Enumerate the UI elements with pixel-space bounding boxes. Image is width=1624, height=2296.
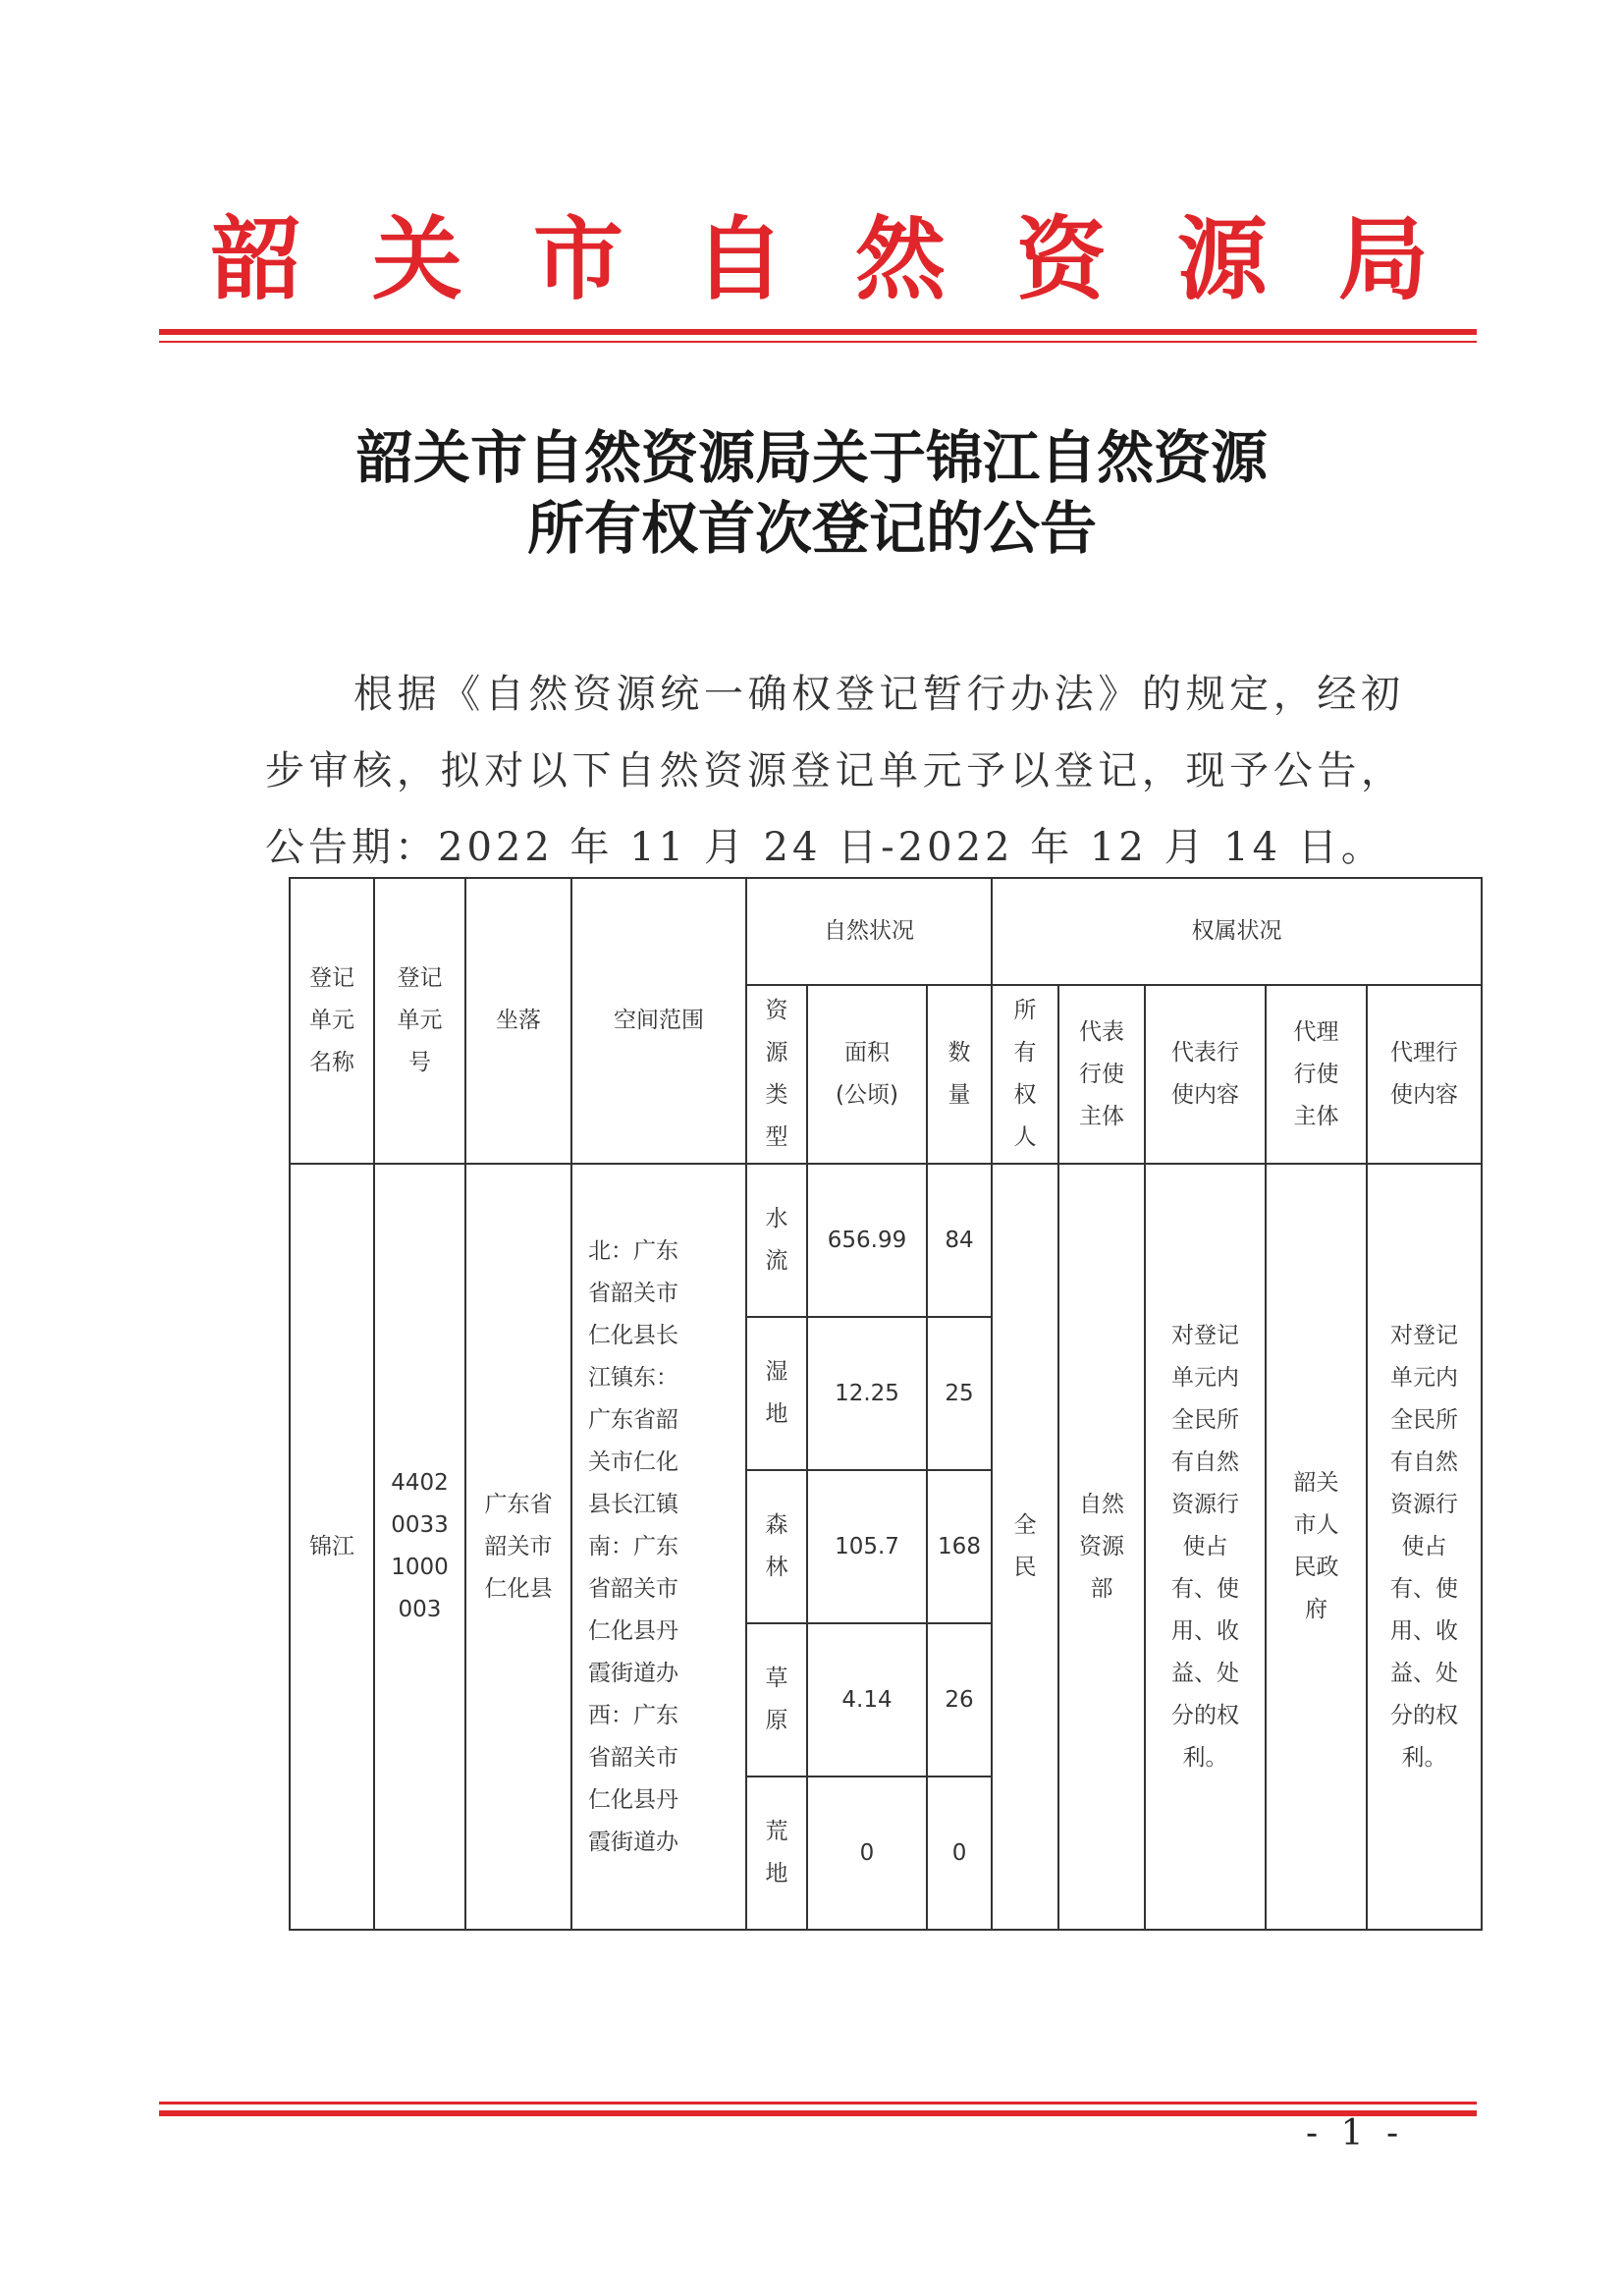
header-unit-no: 登记单元号 bbox=[374, 878, 465, 1164]
header-count: 数量 bbox=[927, 985, 992, 1164]
cell-area: 4.14 bbox=[807, 1623, 927, 1777]
org-char: 源 bbox=[1176, 206, 1268, 312]
cell-count: 84 bbox=[927, 1164, 992, 1317]
cell-owner: 全民 bbox=[992, 1164, 1058, 1930]
cell-count: 0 bbox=[927, 1777, 992, 1930]
cell-unit-name: 锦江 bbox=[290, 1164, 374, 1930]
cell-agent-content: 对登记单元内全民所有自然资源行使占有、使用、收益、处分的权利。 bbox=[1367, 1164, 1482, 1930]
cell-area: 0 bbox=[807, 1777, 927, 1930]
header-agent-content: 代理行使内容 bbox=[1367, 985, 1482, 1164]
cell-area: 105.7 bbox=[807, 1470, 927, 1623]
cell-resource-type: 水流 bbox=[746, 1164, 807, 1317]
header-spatial-range: 空间范围 bbox=[571, 878, 746, 1164]
footer-rule-thin bbox=[159, 2102, 1477, 2105]
org-char: 自 bbox=[693, 206, 785, 312]
header-rule-thin bbox=[159, 341, 1477, 343]
org-char: 市 bbox=[532, 206, 623, 312]
cell-count: 25 bbox=[927, 1317, 992, 1470]
cell-rep-subject: 自然资源部 bbox=[1058, 1164, 1145, 1930]
cell-resource-type: 森林 bbox=[746, 1470, 807, 1623]
cell-resource-type: 湿地 bbox=[746, 1317, 807, 1470]
header-ownership-status: 权属状况 bbox=[992, 878, 1482, 985]
cell-area: 656.99 bbox=[807, 1164, 927, 1317]
registration-table bbox=[289, 877, 1483, 1931]
title-line-2: 所有权首次登记的公告 bbox=[526, 495, 1097, 562]
document-title bbox=[0, 422, 1624, 564]
page-number: - 1 - bbox=[1306, 2113, 1405, 2154]
table-row bbox=[290, 1164, 1482, 1317]
header-unit-name: 登记单元名称 bbox=[290, 878, 374, 1164]
header-rep-subject: 代表行使主体 bbox=[1058, 985, 1145, 1164]
cell-resource-type: 荒地 bbox=[746, 1777, 807, 1930]
org-char: 资 bbox=[1015, 206, 1107, 312]
org-char: 局 bbox=[1337, 206, 1429, 312]
cell-spatial-range: 北：广东省韶关市仁化县长江镇东：广东省韶关市仁化县长江镇南：广东省韶关市仁化县丹霞街道办西：广东省韶关市仁化县丹霞街道办 bbox=[571, 1164, 746, 1930]
header-rep-content: 代表行使内容 bbox=[1145, 985, 1266, 1164]
cell-area: 12.25 bbox=[807, 1317, 927, 1470]
header-location: 坐落 bbox=[465, 878, 571, 1164]
header-agent-subject: 代理行使主体 bbox=[1266, 985, 1367, 1164]
body-paragraph: 根据《自然资源统一确权登记暂行办法》的规定，经初步审核，拟对以下自然资源登记单元予以登记，现予公告，公告期：2022 年 11 月 24 日-2022 年 12 月 14 日。 bbox=[265, 672, 1404, 870]
header-rule-thick bbox=[159, 329, 1477, 335]
cell-location: 广东省韶关市仁化县 bbox=[465, 1164, 571, 1930]
cell-unit-no: 440200331000003 bbox=[374, 1164, 465, 1930]
header-owner: 所有权人 bbox=[992, 985, 1058, 1164]
org-char: 然 bbox=[854, 206, 946, 312]
org-char: 关 bbox=[371, 206, 462, 312]
header-natural-status: 自然状况 bbox=[746, 878, 992, 985]
cell-agent-subject: 韶关市人民政府 bbox=[1266, 1164, 1367, 1930]
cell-count: 168 bbox=[927, 1470, 992, 1623]
title-line-1: 韶关市自然资源局关于锦江自然资源 bbox=[355, 424, 1268, 491]
org-header bbox=[211, 206, 1429, 312]
cell-resource-type: 草原 bbox=[746, 1623, 807, 1777]
header-area: 面积(公顷) bbox=[807, 985, 927, 1164]
cell-count: 26 bbox=[927, 1623, 992, 1777]
org-char: 韶 bbox=[211, 206, 302, 312]
header-resource-type: 资源类型 bbox=[746, 985, 807, 1164]
cell-rep-content: 对登记单元内全民所有自然资源行使占有、使用、收益、处分的权利。 bbox=[1145, 1164, 1266, 1930]
footer-rule-thick bbox=[159, 2110, 1477, 2116]
